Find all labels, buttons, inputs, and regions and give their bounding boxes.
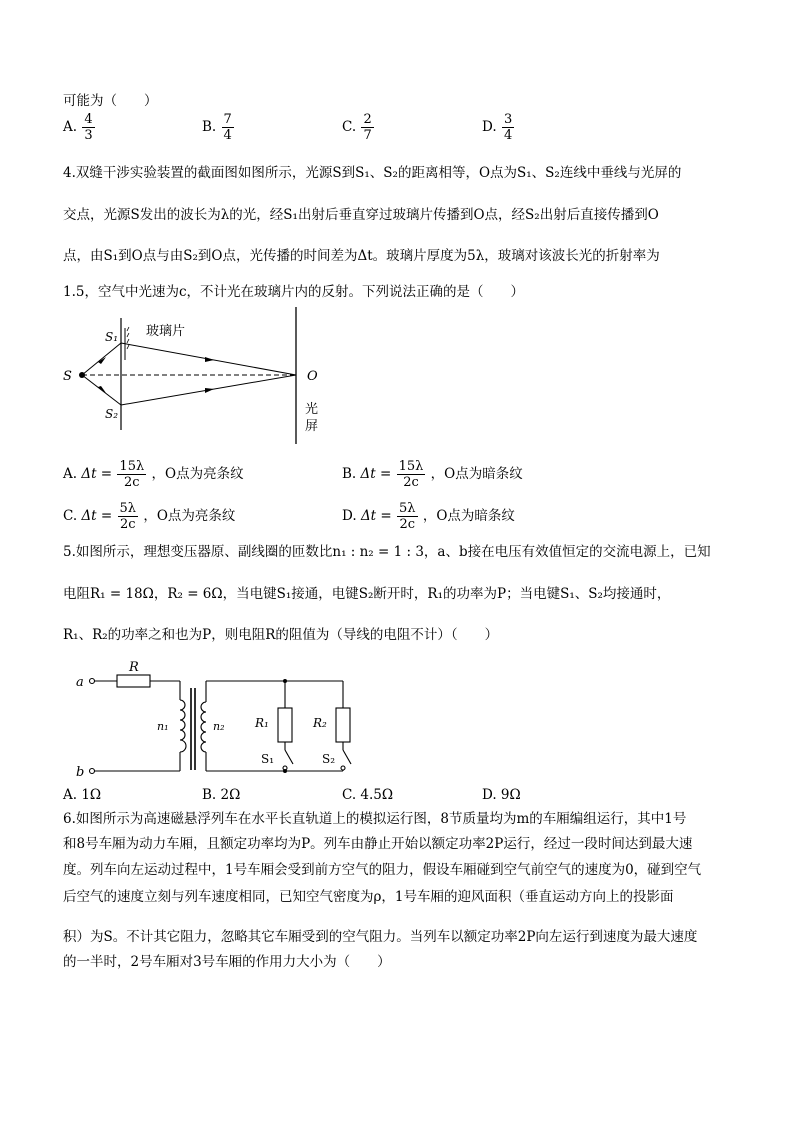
q6-line-3: 度。列车向左运动过程中，1号车厢会受到前方空气的阻力，假设车厢碰到空气前空气的速度为0，碰到空气 [63,862,702,878]
option-lhs: Δt = [360,508,392,524]
junction-dot [283,769,287,773]
label-r1: R₁ [255,716,269,730]
numerator: 15λ [119,459,145,474]
option-letter: D. [482,119,497,135]
numerator: 2 [363,112,372,127]
switch-s2-contact [341,766,345,770]
denominator: 3 [84,128,93,143]
option-text: ，O点为亮条纹 [151,466,244,482]
denominator: 2c [403,475,419,490]
switch-s1 [285,750,293,764]
numerator: 3 [503,112,513,127]
label-r: R [129,660,139,675]
label-a: a [76,675,84,690]
s-label: S [63,369,72,384]
screen-label-2: 屏 [305,419,319,434]
option-letter: A. [63,119,78,135]
q5-option-c[interactable]: C. 4.5Ω [342,787,394,803]
s1-label: S₁ [105,330,119,344]
option-letter: B. [202,119,217,135]
label-n1: n₁ [157,720,169,733]
option-lhs: Δt = [81,466,113,482]
q6-line-5: 积）为S。不计其它阻力，忽略其它车厢受到的空气阻力。当列车以额定功率2P向左运行到速度为最大速度 [63,929,698,945]
q5-option-b[interactable]: B. 2Ω [202,787,241,803]
screen-label-1: 光 [305,402,319,417]
option-lhs: Δt = [81,508,113,524]
denominator: 7 [363,128,372,143]
q5-option-a[interactable]: A. 1Ω [63,787,102,803]
q4-line-4: 1.5，空气中光速为c，不计光在玻璃片内的反射。下列说法正确的是（ ） [63,284,525,300]
option-text: ，O点为暗条纹 [430,466,523,482]
numerator: 15λ [398,459,424,474]
q6-line-4: 后空气的速度立刻与列车速度相同，已知空气密度为ρ，1号车厢的迎风面积（垂直运动方向上的投影面 [63,889,674,905]
label-r2: R₂ [313,716,327,730]
option-letter: A. [63,466,78,482]
q5-line-1: 5.如图所示，理想变压器原、副线圈的匝数比n₁ : n₂ = 1 : 3，a、b接在电压有效值恒定的交流电源上，已知 [63,544,711,560]
secondary-coil [201,702,206,752]
numerator: 5λ [119,501,137,516]
denominator: 2c [119,517,136,532]
q6-line-2: 和8号车厢为动力车厢，且额定功率均为P。列车由静止开始以额定功率2P运行，经过一段时间达到最大速 [63,836,693,852]
option-letter: D. [342,508,357,524]
q5-option-d[interactable]: D. 9Ω [482,787,521,803]
q5-line-3: R₁、R₂的功率之和也为P，则电阻R的阻值为（导线的电阻不计）（ ） [63,627,499,643]
glass-label: 玻璃片 [146,324,186,339]
q6-line-6: 的一半时，2号车厢对3号车厢的作用力大小为（ ） [63,954,391,970]
primary-coil [180,700,186,752]
denominator: 2c [399,517,416,532]
s2-label: S₂ [105,407,119,421]
denominator: 4 [503,128,513,143]
o-label: O [307,369,318,384]
label-b: b [76,765,85,780]
resistor-r [117,675,150,687]
q5-line-2: 电阻R₁ = 18Ω，R₂ = 6Ω，当电键S₁接通，电键S₂断开时，R₁的功率为P；当电键S₁、S₂均接通时， [63,586,671,602]
option-letter: C. [342,119,357,135]
label-s2: S₂ [322,752,336,766]
option-lhs: Δt = [360,466,392,482]
q4-line-1: 4.双缝干涉实验装置的截面图如图所示，光源S到S₁、S₂的距离相等，O点为S₁、S₂连线中垂线与光屏的 [63,165,682,181]
q3-tail: 可能为（ ） [63,93,158,109]
numerator: 5λ [399,501,416,516]
option-text: ，O点为暗条纹 [422,508,515,524]
q6-line-1: 6.如图所示为高速磁悬浮列车在水平长直轨道上的模拟运行图，8节质量均为m的车厢编组运行，其中1号 [63,811,687,827]
label-s1: S₁ [261,752,275,766]
numerator: 7 [223,112,232,127]
denominator: 4 [223,128,232,143]
resistor-r1 [278,708,292,742]
q4-line-2: 交点，光源S发出的波长为λ的光，经S₁出射后垂直穿过玻璃片传播到O点，经S₂出射后直接传播到O [63,207,659,223]
switch-s2 [343,750,351,764]
resistor-r2 [336,708,350,742]
option-letter: B. [342,466,357,482]
option-text: ，O点为亮条纹 [143,508,236,524]
terminal-a [90,679,95,684]
option-letter: C. [63,508,78,524]
junction-dot [283,679,287,683]
denominator: 2c [124,475,140,490]
q4-line-3: 点，由S₁到O点与由S₂到O点，光传播的时间差为Δt。玻璃片厚度为5λ，玻璃对该波长光的折射率为 [63,248,660,264]
terminal-b [90,769,95,774]
numerator: 4 [84,112,93,127]
label-n2: n₂ [213,720,225,733]
